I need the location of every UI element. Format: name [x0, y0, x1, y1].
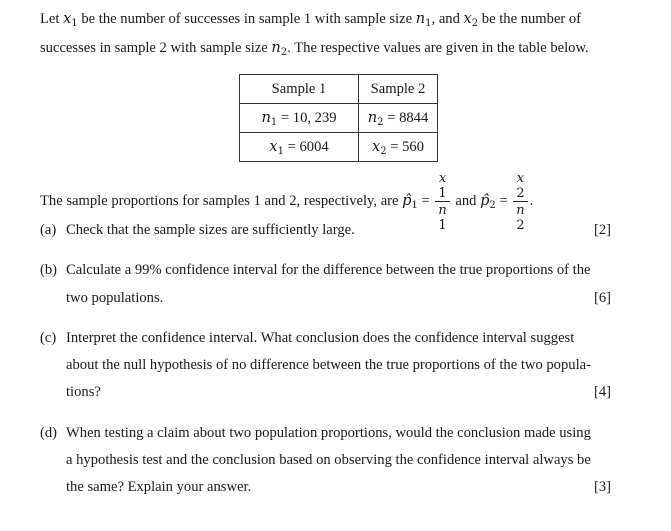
fraction-x1-n1: x 1 n 1 [435, 170, 449, 233]
part-b-line-1: Calculate a 99% confidence interval for the difference between the true proportions of the [66, 262, 591, 278]
n1-value: 10, 239 [292, 109, 337, 126]
part-b-line-2: two populations. [66, 290, 164, 306]
fraction-x2-n2: x 2 n 2 [513, 170, 527, 233]
table-cell-n1: $n_1 = 10$, 239 [240, 104, 359, 133]
part-c-marks: [4] [593, 384, 611, 400]
part-a-label: (a) [40, 222, 57, 238]
math-x2: $x_2$ [463, 10, 479, 29]
table-header-row [240, 75, 438, 104]
table-row [240, 133, 438, 162]
part-d-line-3: the same? Explain your answer. [66, 479, 252, 495]
intro-text: be the number of successes in sample 1 with sample size [77, 11, 416, 27]
intro-text: be the number of [478, 11, 582, 27]
table-header: Sample 2 [359, 75, 438, 104]
intro-line-2 [40, 39, 589, 58]
intro-text: Let [40, 11, 64, 27]
table-row [240, 104, 438, 133]
table-cell-x1: $x_1 = 6004$ [240, 133, 359, 162]
proportions-text: The sample proportions for samples 1 and 2, respectively, are [40, 192, 403, 209]
x1-value: 6004 [299, 138, 329, 155]
intro-text: . The respective values are given in the table below. [287, 40, 589, 56]
part-c-line-3: tions? [66, 384, 101, 400]
part-c-line-1: Interpret the confidence interval. What conclusion does the confidence interval suggest [66, 330, 575, 346]
part-d-marks: [3] [593, 479, 611, 495]
math-p2-hat: $p̂_2$ [480, 191, 496, 211]
proportions-text: and [451, 192, 481, 209]
part-a-line-1: Check that the sample sizes are sufficiently large. [66, 222, 355, 238]
math-n1: $n_1$ [415, 10, 432, 29]
x2-value: 560 [402, 138, 425, 155]
sample-table [239, 74, 438, 162]
part-c-label: (c) [40, 330, 57, 346]
intro-line-1 [40, 10, 581, 29]
table-cell-x2: $x_2 = 560$ [359, 133, 438, 162]
proportions-line: The sample proportions for samples 1 and 2, respectively, are $p̂_1$ = x 1 n 1 and $p̂_2$ = x 2 n 2 . [40, 171, 534, 233]
part-a-marks: [2] [593, 222, 611, 238]
table-cell-n2: $n_2 = 8844$ [359, 104, 438, 133]
part-d-line-1: When testing a claim about two population proportions, would the conclusion made using [66, 425, 591, 441]
part-d-label: (d) [40, 425, 58, 441]
part-c-line-2: about the null hypothesis of no difference between the true proportions of the two popula- [66, 357, 591, 373]
part-b-label: (b) [40, 262, 58, 278]
math-p1-hat: $p̂_1$ [402, 191, 418, 211]
intro-text: successes in sample 2 with sample size [40, 40, 272, 56]
part-b-marks: [6] [593, 290, 611, 306]
part-d-line-2: a hypothesis test and the conclusion based on observing the confidence interval always be [66, 452, 591, 468]
math-n2: $n_2$ [271, 39, 288, 58]
table-header: Sample 1 [240, 75, 359, 104]
intro-text: , and [431, 11, 464, 27]
n2-value: 8844 [399, 109, 429, 126]
math-x1: $x_1$ [63, 10, 78, 29]
